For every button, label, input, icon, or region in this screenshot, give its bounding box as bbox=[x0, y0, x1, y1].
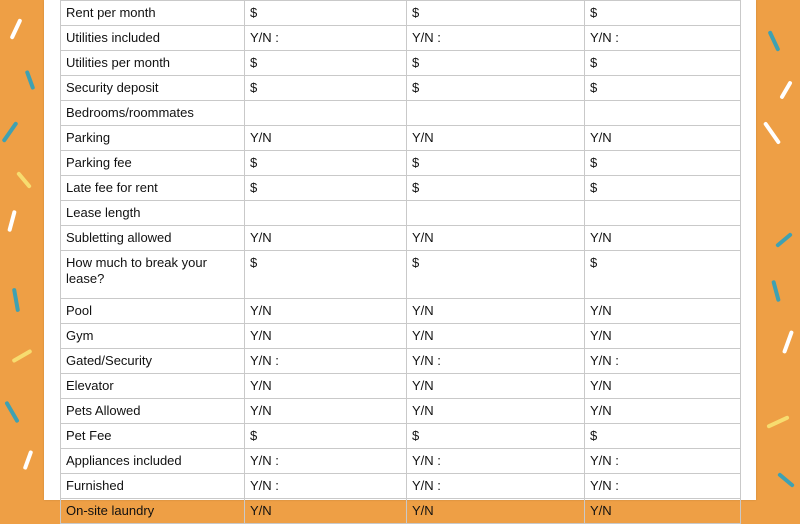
option-1-cell[interactable]: $ bbox=[245, 251, 407, 299]
option-3-cell[interactable]: Y/N bbox=[585, 226, 741, 251]
option-1-cell[interactable]: Y/N bbox=[245, 299, 407, 324]
sprinkle bbox=[777, 472, 795, 488]
option-3-cell[interactable]: Y/N bbox=[585, 299, 741, 324]
option-1-cell[interactable]: Y/N bbox=[245, 499, 407, 524]
row-label: Pet Fee bbox=[61, 424, 245, 449]
option-2-cell[interactable]: $ bbox=[407, 1, 585, 26]
row-label: Lease length bbox=[61, 201, 245, 226]
option-2-cell[interactable]: Y/N : bbox=[407, 26, 585, 51]
row-label: Gated/Security bbox=[61, 349, 245, 374]
sprinkle bbox=[12, 288, 20, 312]
table-row bbox=[61, 1, 741, 26]
option-2-cell[interactable]: $ bbox=[407, 151, 585, 176]
option-1-cell[interactable]: Y/N : bbox=[245, 349, 407, 374]
option-3-cell[interactable]: $ bbox=[585, 176, 741, 201]
table-row bbox=[61, 324, 741, 349]
row-label: Appliances included bbox=[61, 449, 245, 474]
option-3-cell[interactable]: $ bbox=[585, 1, 741, 26]
row-label: Security deposit bbox=[61, 76, 245, 101]
row-label: Pets Allowed bbox=[61, 399, 245, 424]
table-row bbox=[61, 51, 741, 76]
table-row bbox=[61, 26, 741, 51]
table-row bbox=[61, 349, 741, 374]
option-1-cell[interactable]: $ bbox=[245, 1, 407, 26]
option-3-cell[interactable]: Y/N bbox=[585, 399, 741, 424]
option-1-cell[interactable]: Y/N bbox=[245, 126, 407, 151]
option-3-cell[interactable]: $ bbox=[585, 51, 741, 76]
option-1-cell[interactable]: Y/N bbox=[245, 324, 407, 349]
table-row bbox=[61, 151, 741, 176]
option-3-cell[interactable] bbox=[585, 201, 741, 226]
row-label: Subletting allowed bbox=[61, 226, 245, 251]
option-2-cell[interactable]: Y/N bbox=[407, 299, 585, 324]
sprinkle bbox=[766, 415, 789, 429]
option-2-cell[interactable]: Y/N : bbox=[407, 474, 585, 499]
row-label: Pool bbox=[61, 299, 245, 324]
option-2-cell[interactable]: Y/N bbox=[407, 374, 585, 399]
option-3-cell[interactable]: Y/N : bbox=[585, 26, 741, 51]
row-label: Bedrooms/roommates bbox=[61, 101, 245, 126]
option-1-cell[interactable]: $ bbox=[245, 76, 407, 101]
option-2-cell[interactable]: $ bbox=[407, 51, 585, 76]
option-1-cell[interactable] bbox=[245, 201, 407, 226]
option-2-cell[interactable]: Y/N bbox=[407, 399, 585, 424]
apartment-comparison-table bbox=[60, 0, 741, 524]
option-2-cell[interactable]: Y/N bbox=[407, 499, 585, 524]
row-label: Elevator bbox=[61, 374, 245, 399]
table-row bbox=[61, 424, 741, 449]
option-3-cell[interactable]: Y/N : bbox=[585, 349, 741, 374]
option-1-cell[interactable]: $ bbox=[245, 176, 407, 201]
sprinkle bbox=[16, 171, 32, 189]
option-2-cell[interactable] bbox=[407, 101, 585, 126]
option-1-cell[interactable]: Y/N : bbox=[245, 449, 407, 474]
row-label: Gym bbox=[61, 324, 245, 349]
sprinkle bbox=[779, 80, 792, 99]
document-sheet bbox=[44, 0, 756, 518]
row-label: Parking fee bbox=[61, 151, 245, 176]
option-1-cell[interactable]: $ bbox=[245, 424, 407, 449]
option-1-cell[interactable]: $ bbox=[245, 151, 407, 176]
option-3-cell[interactable]: Y/N bbox=[585, 126, 741, 151]
row-label: Furnished bbox=[61, 474, 245, 499]
sprinkle bbox=[25, 70, 36, 90]
option-2-cell[interactable] bbox=[407, 201, 585, 226]
table-row bbox=[61, 176, 741, 201]
option-2-cell[interactable]: $ bbox=[407, 424, 585, 449]
table-row bbox=[61, 126, 741, 151]
option-1-cell[interactable]: Y/N : bbox=[245, 26, 407, 51]
sprinkle bbox=[1, 121, 18, 143]
option-3-cell[interactable]: $ bbox=[585, 424, 741, 449]
option-1-cell[interactable]: Y/N bbox=[245, 226, 407, 251]
table-row bbox=[61, 499, 741, 524]
option-3-cell[interactable]: $ bbox=[585, 251, 741, 299]
table-row bbox=[61, 299, 741, 324]
sprinkle bbox=[775, 232, 793, 248]
option-2-cell[interactable]: Y/N : bbox=[407, 449, 585, 474]
row-label: Parking bbox=[61, 126, 245, 151]
option-1-cell[interactable]: Y/N bbox=[245, 399, 407, 424]
table-row bbox=[61, 474, 741, 499]
option-3-cell[interactable]: Y/N bbox=[585, 374, 741, 399]
sprinkle bbox=[7, 210, 17, 232]
row-label: How much to break your lease? bbox=[61, 251, 245, 299]
option-2-cell[interactable]: $ bbox=[407, 251, 585, 299]
option-3-cell[interactable]: Y/N bbox=[585, 499, 741, 524]
table-row bbox=[61, 226, 741, 251]
table-row bbox=[61, 76, 741, 101]
sprinkle bbox=[4, 401, 19, 424]
option-2-cell[interactable]: Y/N bbox=[407, 226, 585, 251]
option-2-cell[interactable]: Y/N bbox=[407, 126, 585, 151]
row-label: Utilities included bbox=[61, 26, 245, 51]
table-row bbox=[61, 201, 741, 226]
sprinkle bbox=[771, 280, 781, 302]
table-row bbox=[61, 374, 741, 399]
option-2-cell[interactable]: $ bbox=[407, 176, 585, 201]
table-row bbox=[61, 101, 741, 126]
row-label: Utilities per month bbox=[61, 51, 245, 76]
table-row bbox=[61, 449, 741, 474]
table-row bbox=[61, 399, 741, 424]
option-3-cell[interactable]: Y/N : bbox=[585, 474, 741, 499]
option-3-cell[interactable]: $ bbox=[585, 151, 741, 176]
sprinkle bbox=[763, 121, 781, 145]
option-1-cell[interactable]: Y/N bbox=[245, 374, 407, 399]
table-row bbox=[61, 251, 741, 299]
option-1-cell[interactable]: $ bbox=[245, 51, 407, 76]
option-2-cell[interactable]: $ bbox=[407, 76, 585, 101]
row-label: On-site laundry bbox=[61, 499, 245, 524]
option-3-cell[interactable]: $ bbox=[585, 76, 741, 101]
sprinkle bbox=[23, 450, 34, 470]
option-2-cell[interactable]: Y/N bbox=[407, 324, 585, 349]
option-2-cell[interactable]: Y/N : bbox=[407, 349, 585, 374]
row-label: Rent per month bbox=[61, 1, 245, 26]
sprinkle bbox=[10, 18, 23, 40]
option-3-cell[interactable] bbox=[585, 101, 741, 126]
sprinkle bbox=[782, 330, 794, 354]
option-3-cell[interactable]: Y/N bbox=[585, 324, 741, 349]
option-1-cell[interactable] bbox=[245, 101, 407, 126]
option-1-cell[interactable]: Y/N : bbox=[245, 474, 407, 499]
sprinkle bbox=[768, 30, 781, 52]
option-3-cell[interactable]: Y/N : bbox=[585, 449, 741, 474]
row-label: Late fee for rent bbox=[61, 176, 245, 201]
sprinkle bbox=[11, 349, 32, 363]
